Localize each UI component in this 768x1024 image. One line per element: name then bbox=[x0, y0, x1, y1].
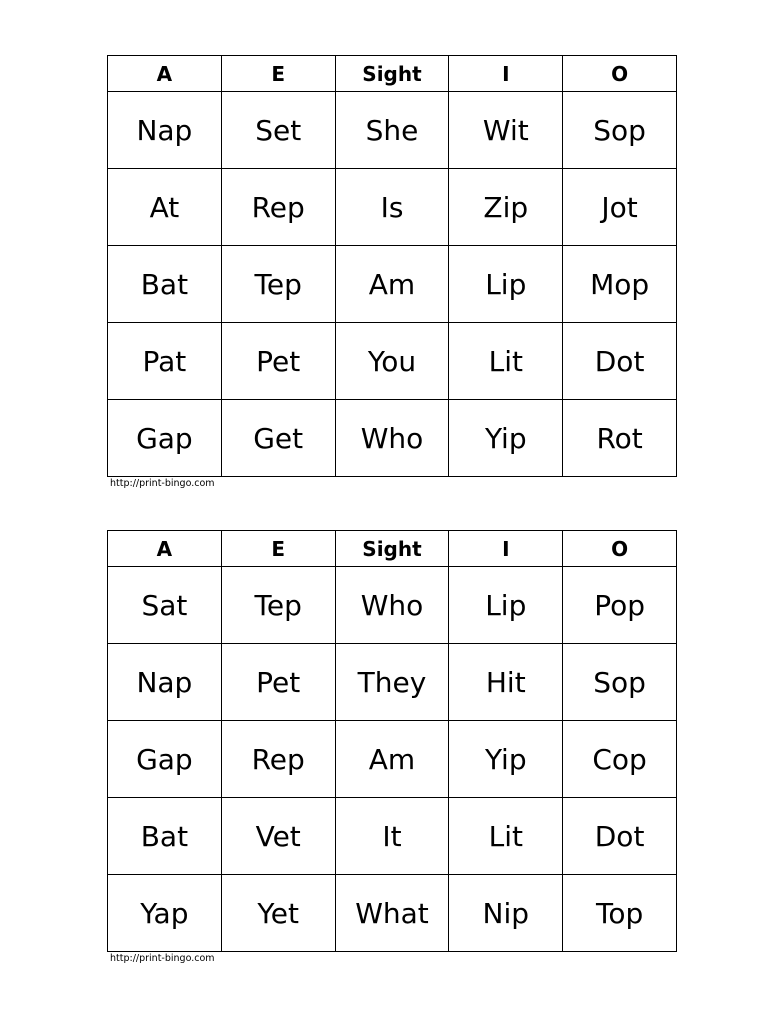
word-cell: Nap bbox=[108, 92, 222, 169]
word-cell: Pet bbox=[221, 323, 335, 400]
table-row bbox=[108, 644, 677, 721]
column-header-i: I bbox=[449, 56, 563, 92]
column-header-e: E bbox=[221, 531, 335, 567]
table-row bbox=[108, 798, 677, 875]
word-cell: Lip bbox=[449, 246, 563, 323]
header-row bbox=[108, 531, 677, 567]
table-row bbox=[108, 875, 677, 952]
word-cell: Am bbox=[335, 721, 449, 798]
word-cell: You bbox=[335, 323, 449, 400]
word-cell: It bbox=[335, 798, 449, 875]
table-row bbox=[108, 169, 677, 246]
word-cell: At bbox=[108, 169, 222, 246]
column-header-sight: Sight bbox=[335, 531, 449, 567]
column-header-o: O bbox=[563, 531, 677, 567]
word-cell: Gap bbox=[108, 400, 222, 477]
word-cell: Dot bbox=[563, 323, 677, 400]
word-cell: Who bbox=[335, 567, 449, 644]
table-row bbox=[108, 721, 677, 798]
word-cell: Wit bbox=[449, 92, 563, 169]
word-cell: Yap bbox=[108, 875, 222, 952]
bingo-card-2 bbox=[107, 530, 677, 965]
word-cell: Yip bbox=[449, 400, 563, 477]
source-url: http://print-bingo.com bbox=[110, 478, 215, 489]
table-row bbox=[108, 323, 677, 400]
word-cell: Pet bbox=[221, 644, 335, 721]
source-url: http://print-bingo.com bbox=[110, 953, 215, 964]
bingo-grid bbox=[107, 530, 677, 952]
column-header-o: O bbox=[563, 56, 677, 92]
word-cell: Top bbox=[563, 875, 677, 952]
column-header-e: E bbox=[221, 56, 335, 92]
word-cell: Sat bbox=[108, 567, 222, 644]
word-cell: Yet bbox=[221, 875, 335, 952]
word-cell: Pop bbox=[563, 567, 677, 644]
word-cell: Dot bbox=[563, 798, 677, 875]
word-cell: Get bbox=[221, 400, 335, 477]
bingo-card-1 bbox=[107, 55, 677, 490]
word-cell: Nap bbox=[108, 644, 222, 721]
word-cell: Sop bbox=[563, 644, 677, 721]
word-cell: Lit bbox=[449, 798, 563, 875]
word-cell: Zip bbox=[449, 169, 563, 246]
word-cell: Rep bbox=[221, 721, 335, 798]
word-cell: Vet bbox=[221, 798, 335, 875]
word-cell: Nip bbox=[449, 875, 563, 952]
word-cell: Rot bbox=[563, 400, 677, 477]
word-cell: Gap bbox=[108, 721, 222, 798]
word-cell: Is bbox=[335, 169, 449, 246]
table-row bbox=[108, 92, 677, 169]
word-cell: Tep bbox=[221, 246, 335, 323]
word-cell: Pat bbox=[108, 323, 222, 400]
word-cell: They bbox=[335, 644, 449, 721]
word-cell: Hit bbox=[449, 644, 563, 721]
word-cell: Yip bbox=[449, 721, 563, 798]
word-cell: Who bbox=[335, 400, 449, 477]
table-row bbox=[108, 400, 677, 477]
table-row bbox=[108, 246, 677, 323]
word-cell: Tep bbox=[221, 567, 335, 644]
column-header-a: A bbox=[108, 56, 222, 92]
word-cell: She bbox=[335, 92, 449, 169]
word-cell: Cop bbox=[563, 721, 677, 798]
word-cell: Set bbox=[221, 92, 335, 169]
word-cell: Sop bbox=[563, 92, 677, 169]
word-cell: What bbox=[335, 875, 449, 952]
column-header-sight: Sight bbox=[335, 56, 449, 92]
word-cell: Bat bbox=[108, 246, 222, 323]
word-cell: Jot bbox=[563, 169, 677, 246]
bingo-grid bbox=[107, 55, 677, 477]
column-header-a: A bbox=[108, 531, 222, 567]
word-cell: Bat bbox=[108, 798, 222, 875]
header-row bbox=[108, 56, 677, 92]
word-cell: Lit bbox=[449, 323, 563, 400]
word-cell: Rep bbox=[221, 169, 335, 246]
column-header-i: I bbox=[449, 531, 563, 567]
word-cell: Am bbox=[335, 246, 449, 323]
word-cell: Lip bbox=[449, 567, 563, 644]
table-row bbox=[108, 567, 677, 644]
word-cell: Mop bbox=[563, 246, 677, 323]
